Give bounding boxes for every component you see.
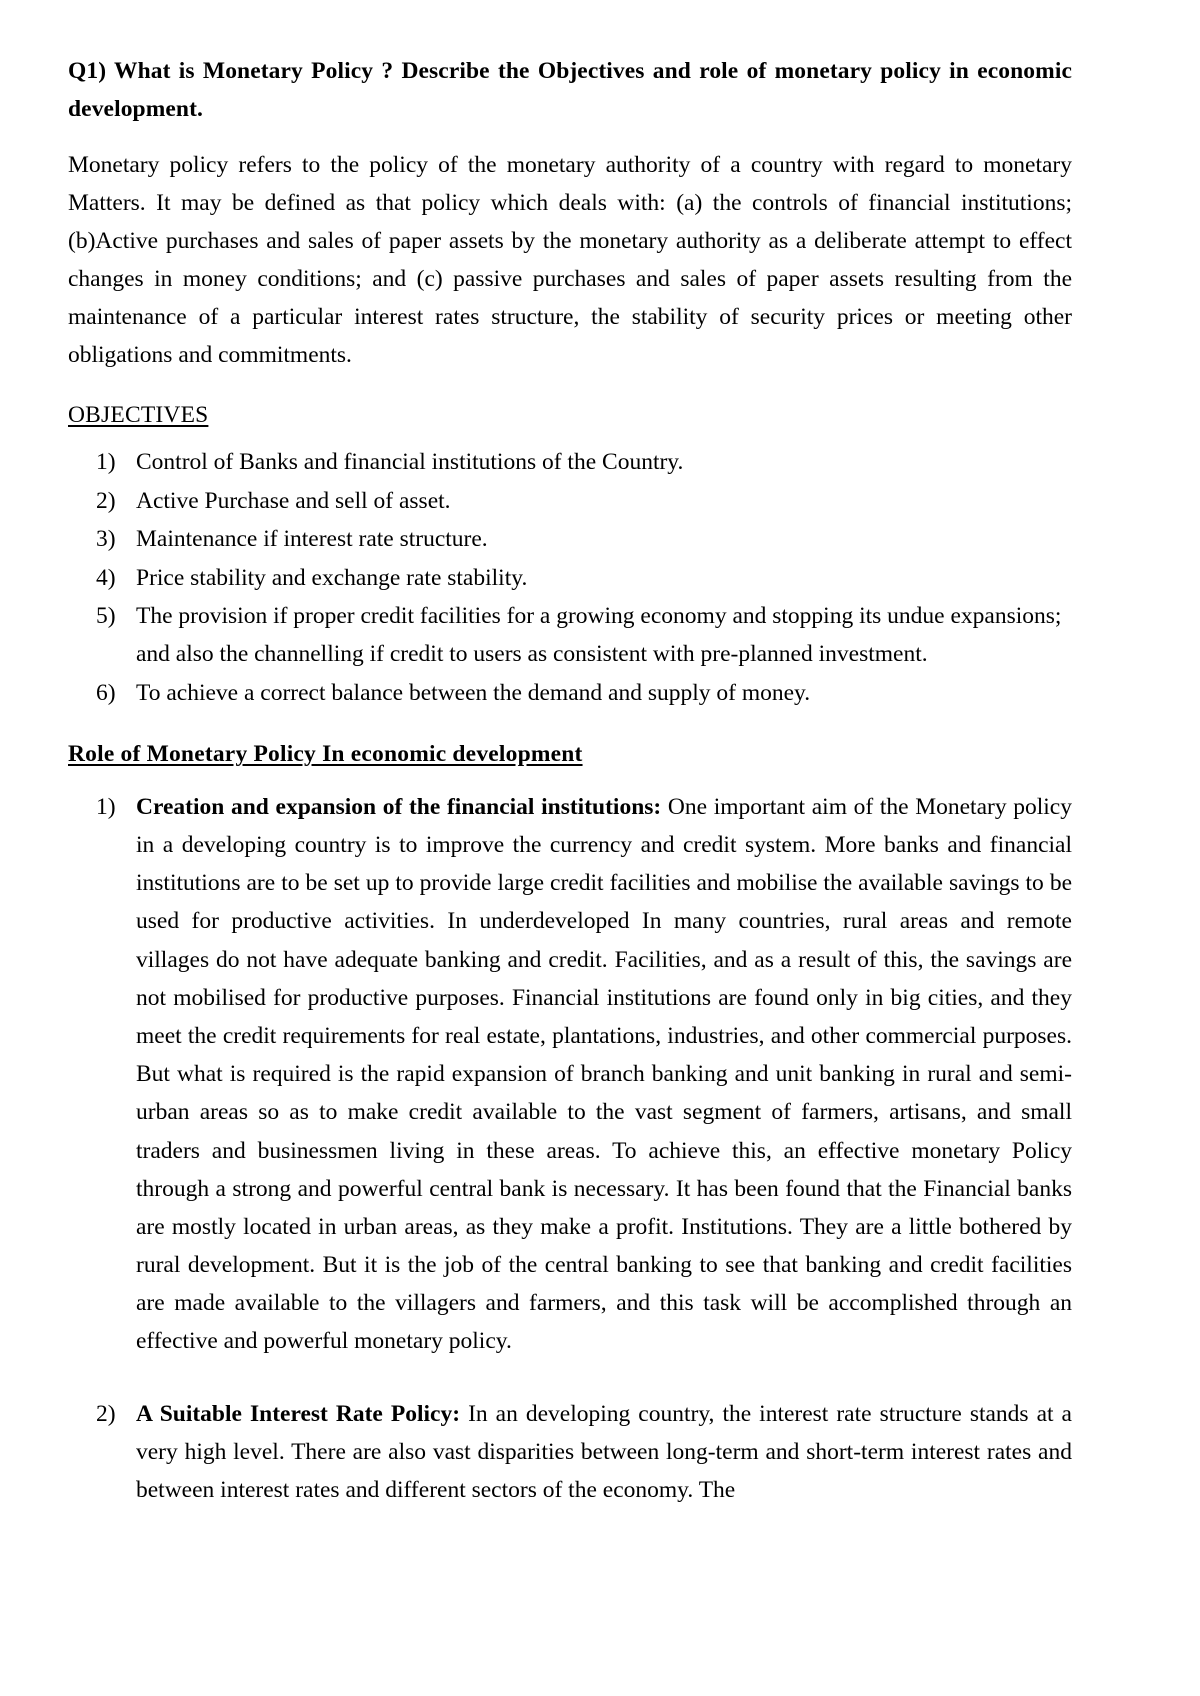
list-item-text: In an developing country, the interest rate structure stands at a very high level. There are also vast disparities between long-term and short-term interest rates and between interest rates and different sectors of the economy. The xyxy=(136,1400,1072,1504)
list-marker: 4) xyxy=(96,564,116,591)
list-item-text: Control of Banks and financial institutions of the Country. xyxy=(136,449,684,476)
list-item xyxy=(68,1395,1072,1510)
role-list xyxy=(68,788,1072,1509)
list-item xyxy=(68,560,1072,598)
list-item-lead-in: A Suitable Interest Rate Policy: xyxy=(136,1400,461,1427)
list-item xyxy=(68,788,1072,1361)
list-item xyxy=(68,444,1072,482)
list-item xyxy=(68,521,1072,559)
list-marker: 6) xyxy=(96,679,116,706)
list-marker: 3) xyxy=(96,526,116,553)
objectives-heading: OBJECTIVES xyxy=(68,401,209,428)
list-item-text: Price stability and exchange rate stability. xyxy=(136,564,528,591)
list-marker: 1) xyxy=(96,449,116,476)
list-item-text: Maintenance if interest rate structure. xyxy=(136,526,488,553)
objectives-list xyxy=(68,444,1072,712)
list-item-text: Active Purchase and sell of asset. xyxy=(136,487,451,514)
question-heading: Q1) What is Monetary Policy ? Describe the Objectives and role of monetary policy in economic development. xyxy=(68,58,1072,123)
list-item xyxy=(68,483,1072,521)
list-item-text: The provision if proper credit facilities for a growing economy and stopping its undue expansions; and also the channelling if credit to users as consistent with pre-planned investment. xyxy=(136,603,1062,668)
list-item-text: One important aim of the Monetary policy in a developing country is to improve the currency and credit system. More banks and financial institutions are to be set up to provide large credit facilities and mobilise the available savings to be used for productive activities. In underdeveloped In many countries, rural areas and remote villages do not have adequate banking and credit. Facilities, and as a result of this, the savings are not mobilised for productive purposes. Financial institutions are found only in big cities, and they meet the credit requirements for real estate, plantations, industries, and other commercial purposes. But what is required is the rapid expansion of branch banking and unit banking in rural and semi-urban areas so as to make credit available to the vast segment of farmers, artisans, and small traders and businessmen living in these areas. To achieve this, an effective monetary Policy through a strong and powerful central bank is necessary. It has been found that the Financial banks are mostly located in urban areas, as they make a profit. Institutions. They are a little bothered by rural development. But it is the job of the central banking to see that banking and credit facilities are made available to the villagers and farmers, and this task will be accomplished through an effective and powerful monetary policy. xyxy=(136,793,1072,1355)
intro-paragraph: Monetary policy refers to the policy of the monetary authority of a country with regard to monetary Matters. It may be defined as that policy which deals with: (a) the controls of financial institutions; (b)Active purchases and sales of paper assets by the monetary authority as a deliberate attempt to effect changes in money conditions; and (c) passive purchases and sales of paper assets resulting from the maintenance of a particular interest rates structure, the stability of security prices or meeting other obligations and commitments. xyxy=(68,152,1072,369)
document-body xyxy=(68,52,1072,1509)
list-marker: 2) xyxy=(96,1400,116,1427)
role-section-heading: Role of Monetary Policy In economic development xyxy=(68,741,583,768)
list-marker: 2) xyxy=(96,487,116,514)
list-marker: 1) xyxy=(96,793,116,820)
list-item xyxy=(68,598,1072,673)
list-item-lead-in: Creation and expansion of the financial institutions: xyxy=(136,793,662,820)
list-item-text: To achieve a correct balance between the demand and supply of money. xyxy=(136,679,811,706)
list-item xyxy=(68,675,1072,713)
list-marker: 5) xyxy=(96,603,116,630)
